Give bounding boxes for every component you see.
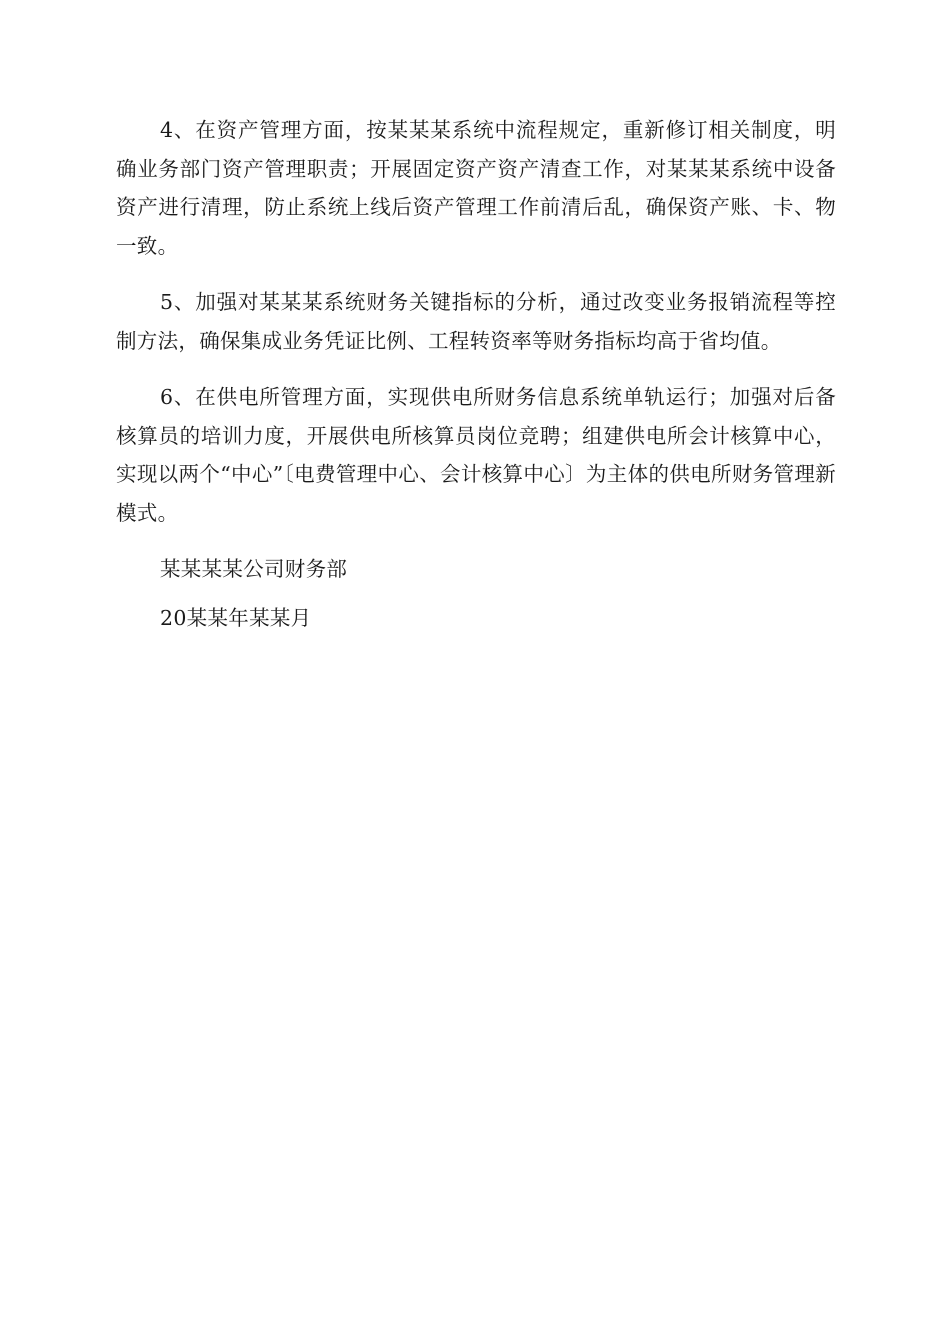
paragraph-power-station-management: 6、在供电所管理方面，实现供电所财务信息系统单轨运行；加强对后备核算员的培训力度，开展供电所核算员岗位竞聘；组建供电所会计核算中心，实现以两个“中心”〔电费管理中心、会计核算中心〕为主体的供电所财务管理新模式。 (116, 385, 836, 525)
paragraph-asset-management: 4、在资产管理方面，按某某某系统中流程规定，重新修订相关制度，明确业务部门资产管理职责；开展固定资产资产清查工作，对某某某系统中设备资产进行清理，防止系统上线后资产管理工作前清后乱，确保资产账、卡、物一致。 (116, 118, 836, 258)
signature-date: 20某某年某某月 (160, 605, 312, 630)
paragraph-financial-indicators: 5、加强对某某某系统财务关键指标的分析，通过改变业务报销流程等控制方法，确保集成业务凭证比例、工程转资率等财务指标均高于省均值。 (116, 290, 836, 353)
signature-organization: 某某某某公司财务部 (160, 557, 348, 581)
document-body (116, 111, 836, 647)
